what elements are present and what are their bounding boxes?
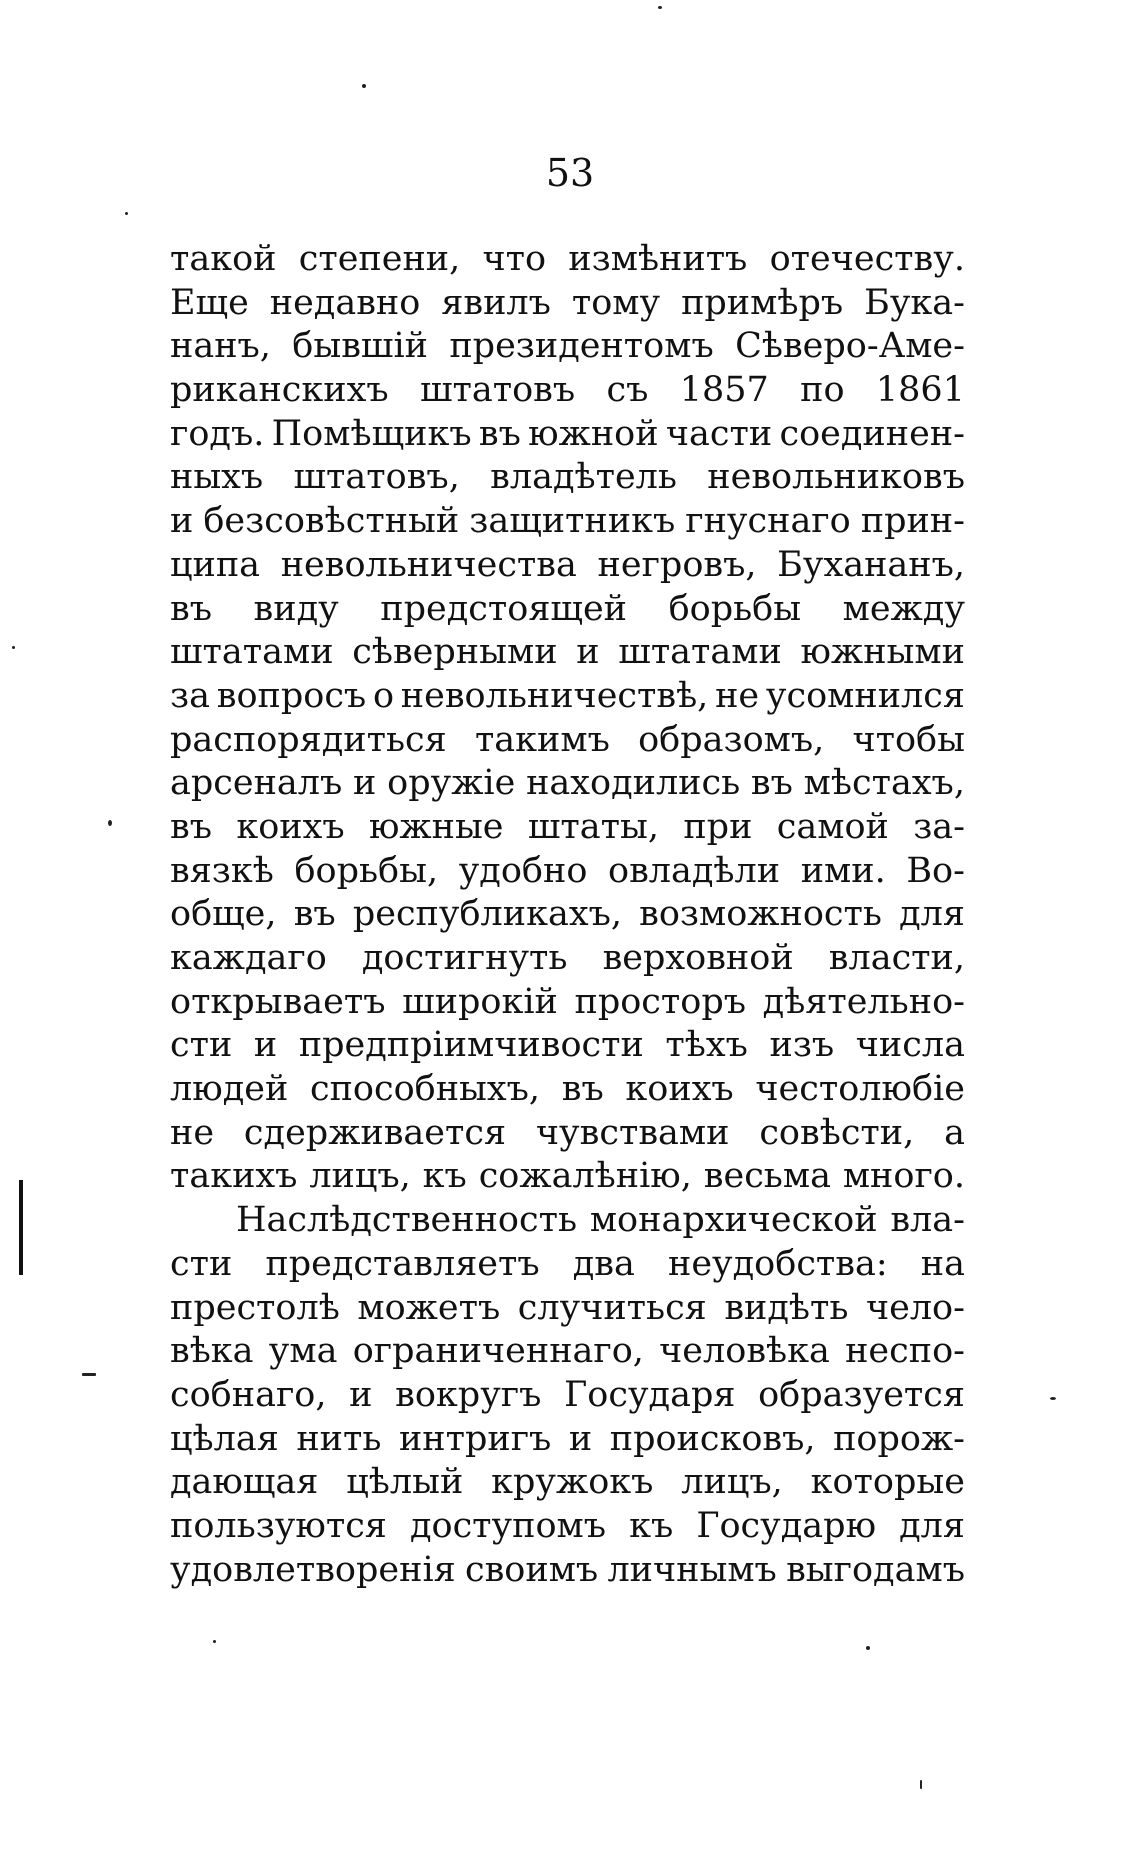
word: штатами	[170, 632, 334, 673]
scan-speck	[920, 1780, 922, 1789]
text-line	[170, 631, 965, 675]
scan-edge-mark	[19, 1180, 23, 1275]
word: своимъ	[464, 1549, 599, 1590]
text-line	[170, 1461, 965, 1505]
word: сдерживается	[243, 1112, 507, 1153]
word: 1857	[679, 370, 769, 411]
text-line	[170, 369, 965, 413]
word: весьма	[703, 1156, 831, 1197]
word: числа	[855, 1025, 965, 1066]
word: происковъ,	[609, 1418, 816, 1459]
word: чело-	[865, 1287, 965, 1328]
word: южными	[800, 632, 965, 673]
word: просторъ	[574, 981, 747, 1022]
word: ума	[268, 1331, 338, 1372]
text-line	[170, 1243, 965, 1287]
word: невольниковъ	[707, 457, 965, 498]
word: оружіе	[387, 763, 516, 804]
word: и	[349, 1374, 373, 1415]
word: республикахъ,	[352, 894, 622, 935]
text-line	[170, 675, 965, 719]
text-line	[170, 893, 965, 937]
word: вла-	[890, 1200, 965, 1241]
text-line	[170, 500, 965, 544]
word: не	[170, 1112, 215, 1153]
word: распорядиться	[170, 719, 447, 760]
word: сожалѣнію,	[478, 1156, 692, 1197]
text-line	[170, 325, 965, 369]
text-line	[170, 1112, 965, 1156]
text-line	[170, 762, 965, 806]
scan-speck	[362, 84, 366, 88]
word: честолюбіе	[755, 1069, 965, 1110]
word: мѣстахъ,	[803, 763, 965, 804]
word: цѣлая	[170, 1418, 279, 1459]
word: штатовъ	[419, 370, 576, 411]
word: лицъ,	[681, 1462, 783, 1503]
word: риканскихъ	[170, 370, 389, 411]
word: защитникъ	[469, 501, 676, 542]
word: нить	[296, 1418, 382, 1459]
text-line	[170, 413, 965, 457]
word: достигнуть	[361, 938, 568, 978]
word: Еще	[170, 282, 249, 323]
word: для	[899, 1505, 965, 1546]
text-line	[170, 1549, 965, 1593]
word: владѣтель	[490, 457, 677, 498]
word: соединен-	[779, 413, 965, 454]
word: примѣръ	[681, 282, 844, 323]
word: совѣсти,	[759, 1112, 915, 1153]
word: цѣлый	[346, 1462, 464, 1503]
word: доступомъ	[409, 1505, 607, 1546]
word: къ	[629, 1505, 674, 1546]
word: виду	[253, 588, 339, 629]
text-line	[170, 456, 965, 500]
word: неспо-	[845, 1331, 965, 1372]
word: тому	[571, 282, 661, 323]
scan-speck	[108, 820, 112, 826]
word: борьбы,	[294, 850, 439, 891]
word: выгодамъ	[786, 1549, 965, 1590]
word: Во-	[906, 850, 965, 891]
word: собнаго,	[170, 1374, 327, 1415]
text-line	[170, 588, 965, 632]
word: каждаго	[170, 938, 327, 978]
word: неудобства:	[668, 1243, 888, 1284]
text-line	[170, 850, 965, 894]
word: удобно	[458, 850, 588, 891]
scan-speck	[125, 212, 128, 215]
text-line	[170, 937, 965, 981]
word: личнымъ	[607, 1549, 777, 1590]
scan-speck	[658, 6, 662, 9]
word: прин-	[860, 501, 965, 542]
word: о	[372, 675, 395, 716]
word: власти,	[828, 938, 965, 978]
text-line	[170, 1330, 965, 1374]
word: Сѣверо-Аме-	[735, 326, 965, 367]
word: монархической	[589, 1200, 878, 1241]
word: не	[715, 675, 760, 716]
word: въ	[750, 763, 793, 804]
word: ципа	[170, 544, 261, 585]
word: престолѣ	[170, 1287, 340, 1328]
word: пользуются	[170, 1505, 387, 1546]
word: сти	[170, 1025, 233, 1066]
word: къ	[422, 1156, 467, 1197]
word: и	[170, 501, 194, 542]
word: вокругъ	[395, 1374, 542, 1415]
word: образуется	[758, 1374, 965, 1415]
scan-speck	[866, 1646, 870, 1650]
word: людей	[170, 1069, 289, 1110]
word: и	[576, 632, 600, 673]
word: ограниченнаго,	[352, 1331, 644, 1372]
word: невольничества	[280, 544, 577, 585]
word: такой	[170, 239, 277, 279]
word: ныхъ	[170, 457, 264, 498]
word: овладѣли	[608, 850, 781, 891]
text-line	[170, 544, 965, 588]
word: кружокъ	[491, 1462, 654, 1503]
word: Бука-	[864, 282, 965, 323]
word: между	[842, 588, 965, 629]
word: въ	[561, 1069, 604, 1110]
word: невольничествѣ,	[400, 675, 709, 716]
word: борьбы	[668, 588, 802, 629]
word: Наслѣдственность	[236, 1200, 578, 1241]
scan-speck	[12, 646, 15, 649]
word: коихъ	[236, 806, 345, 847]
scan-speck	[213, 1640, 216, 1643]
text-line	[170, 806, 965, 850]
word: за-	[913, 806, 965, 847]
word: штаты,	[527, 806, 659, 847]
text-line	[170, 981, 965, 1025]
word: изъ	[769, 1025, 835, 1066]
word: и	[253, 1025, 278, 1066]
word: за	[170, 675, 210, 716]
scan-speck	[82, 1373, 96, 1376]
text-line	[170, 1199, 965, 1243]
word: арсеналъ	[170, 763, 343, 804]
word: сти	[170, 1243, 233, 1284]
word: чувствами	[535, 1112, 730, 1153]
word: Государю	[696, 1505, 877, 1546]
word: человѣка	[659, 1331, 830, 1372]
word: интригъ	[398, 1418, 552, 1459]
word: въ	[293, 894, 336, 935]
word: что	[482, 239, 547, 279]
word: находились	[526, 763, 741, 804]
word: съ	[606, 370, 649, 411]
word: способныхъ,	[309, 1069, 541, 1110]
word: штатовъ,	[293, 457, 460, 498]
word: образомъ,	[638, 719, 825, 760]
word: Помѣщикъ	[271, 413, 472, 454]
word: Государя	[564, 1374, 736, 1415]
word: бывшій	[292, 326, 428, 367]
word: и	[568, 1418, 593, 1459]
word: удовлетворенія	[170, 1549, 456, 1590]
text-line	[170, 1505, 965, 1549]
text-line	[170, 1374, 965, 1418]
word: отечеству.	[769, 239, 965, 279]
word: порож-	[833, 1418, 965, 1459]
text-line	[170, 1068, 965, 1112]
word: годъ.	[170, 413, 265, 454]
word: лицъ,	[309, 1156, 411, 1197]
word: негровъ,	[597, 544, 757, 585]
word: ими.	[800, 850, 886, 891]
text-line	[170, 238, 965, 282]
word: вязкѣ	[170, 850, 274, 891]
word: самой	[776, 806, 889, 847]
word: предпріимчивости	[298, 1025, 644, 1066]
word: представляетъ	[265, 1243, 540, 1284]
word: измѣнитъ	[568, 239, 748, 279]
word: степени,	[298, 239, 461, 279]
text-line	[170, 1024, 965, 1068]
word: нанъ,	[170, 326, 271, 367]
word: 1861	[875, 370, 965, 411]
word: южной	[528, 413, 659, 454]
word: дающая	[170, 1462, 319, 1503]
word: открываетъ	[170, 981, 386, 1022]
text-line	[170, 1418, 965, 1462]
word: дѣятельно-	[762, 981, 965, 1022]
word: гнуснаго	[685, 501, 851, 542]
word: много.	[842, 1156, 965, 1197]
word: по	[800, 370, 845, 411]
word: случиться	[517, 1287, 707, 1328]
word: президентомъ	[449, 326, 714, 367]
text-line	[170, 1155, 965, 1199]
word: чтобы	[852, 719, 965, 760]
text-line	[170, 1287, 965, 1331]
word: видѣть	[724, 1287, 849, 1328]
word: на	[920, 1243, 965, 1284]
word: въ	[478, 413, 521, 454]
word: можетъ	[357, 1287, 501, 1328]
word: а	[944, 1112, 965, 1153]
word: для	[899, 894, 965, 935]
word: безсовѣстный	[203, 501, 460, 542]
word: части	[665, 413, 773, 454]
body-text	[170, 238, 965, 1592]
word: верховной	[602, 938, 794, 978]
word: два	[572, 1243, 635, 1284]
scan-speck	[1050, 1397, 1056, 1400]
word: такихъ	[170, 1156, 298, 1197]
word: предстоящей	[380, 588, 627, 629]
page-number: 53	[545, 151, 595, 195]
word: вопросъ	[216, 675, 367, 716]
word: и	[353, 763, 377, 804]
word: вѣка	[170, 1331, 254, 1372]
word: недавно	[269, 282, 421, 323]
word: сѣверными	[352, 632, 558, 673]
word: возможность	[639, 894, 882, 935]
word: южные	[368, 806, 504, 847]
word: тѣхъ	[665, 1025, 748, 1066]
word: широкій	[402, 981, 558, 1022]
word: такимъ	[474, 719, 610, 760]
text-line	[170, 719, 965, 763]
word: которые	[810, 1462, 965, 1503]
word: обще,	[170, 894, 277, 935]
word: въ	[170, 806, 212, 847]
word: Бухананъ,	[777, 544, 965, 585]
text-line	[170, 282, 965, 326]
word: коихъ	[625, 1069, 734, 1110]
word: въ	[170, 588, 212, 629]
word: штатами	[618, 632, 782, 673]
word: при	[683, 806, 753, 847]
word: усомнился	[765, 675, 965, 716]
word: явилъ	[441, 282, 551, 323]
